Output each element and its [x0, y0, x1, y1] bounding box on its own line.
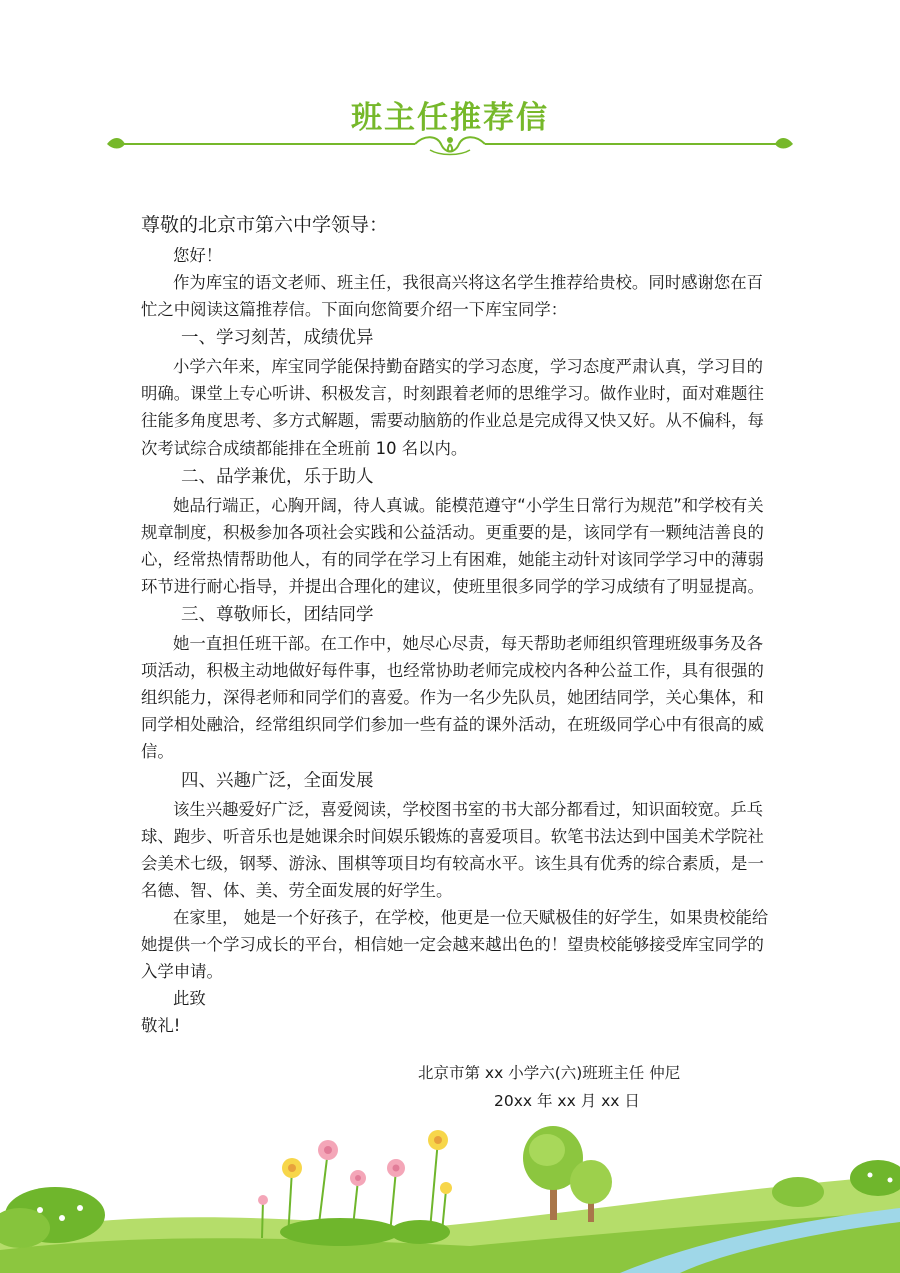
signature-block [418, 1059, 680, 1115]
greeting: 您好！ [173, 246, 223, 265]
closing-ci-zhi: 此致 [173, 989, 206, 1009]
flowers-icon [258, 1130, 452, 1246]
letter-body [141, 208, 771, 1039]
signature-date: 20xx 年 xx 月 xx 日 [494, 1092, 640, 1110]
section-heading-1: 一、学习刻苦，成绩优异 [181, 328, 374, 349]
intro-paragraph: 作为库宝的语文老师、班主任，我很高兴将这名学生推荐给贵校。同时感谢您在百忙之中阅读这篇推荐信。下面向您简要介绍一下库宝同学： [141, 273, 764, 320]
closing-paragraph: 在家里， 她是一个好孩子，在学校，他更是一位天赋极佳的好学生，如果贵校能给她提供一个学习成长的平台，相信她一定会越来越出色的！望贵校能够接受库宝同学的入学申请。 [141, 907, 769, 982]
section-heading-4: 四、兴趣广泛，全面发展 [181, 770, 374, 791]
section-body-1: 小学六年来，库宝同学能保持勤奋踏实的学习态度，学习态度严肃认真，学习目的明确。课堂上专心听讲、积极发言，时刻跟着老师的思维学习。做作业时，面对难题往往能多角度思考、多方式解题，需要动脑筋的作业总是完成得又快又好。从不偏科，每次考试综合成绩都能排在全班前 10 名以内。 [141, 357, 764, 458]
title-divider-ornament [105, 130, 795, 158]
section-body-3: 她一直担任班干部。在工作中，她尽心尽责，每天帮助老师组织管理班级事务及各项活动，积极主动地做好每件事，也经常协助老师完成校内各种公益工作，具有很强的组织能力，深得老师和同学们的喜爱。作为一名少先队员，她团结同学，关心集体，和同学相处融洽，经常组织同学们参加一些有益的课外活动，在班级同学心中有很高的威信。 [141, 634, 764, 762]
letter-title: 班主任推荐信 [351, 100, 549, 136]
salutation: 尊敬的北京市第六中学领导： [141, 214, 389, 236]
grass-meadow-illustration [0, 1120, 900, 1273]
section-body-2: 她品行端正，心胸开阔，待人真诚。能模范遵守“小学生日常行为规范”和学校有关规章制度，积极参加各项社会实践和公益活动。更重要的是，该同学有一颗纯洁善良的心，经常热情帮助他人，有的同学在学习上有困难，她能主动针对该同学学习中的薄弱环节进行耐心指导，并提出合理化的建议，使班里很多同学的学习成绩有了明显提高。 [141, 495, 764, 596]
signature: 北京市第 xx 小学六(六)班班主任 仲尼 [418, 1064, 681, 1082]
closing-jing-li: 敬礼! [141, 1016, 181, 1036]
section-body-4: 该生兴趣爱好广泛，喜爱阅读，学校图书室的书大部分都看过，知识面较宽。乒乓球、跑步、听音乐也是她课余时间娱乐锻炼的喜爱项目。软笔书法达到中国美术学院社会美术七级，钢琴、游泳、围棋等项目均有较高水平。该生具有优秀的综合素质，是一名德、智、体、美、劳全面发展的好学生。 [141, 799, 764, 900]
section-heading-3: 三、尊敬师长，团结同学 [181, 605, 374, 626]
section-heading-2: 二、品学兼优，乐于助人 [181, 466, 374, 487]
